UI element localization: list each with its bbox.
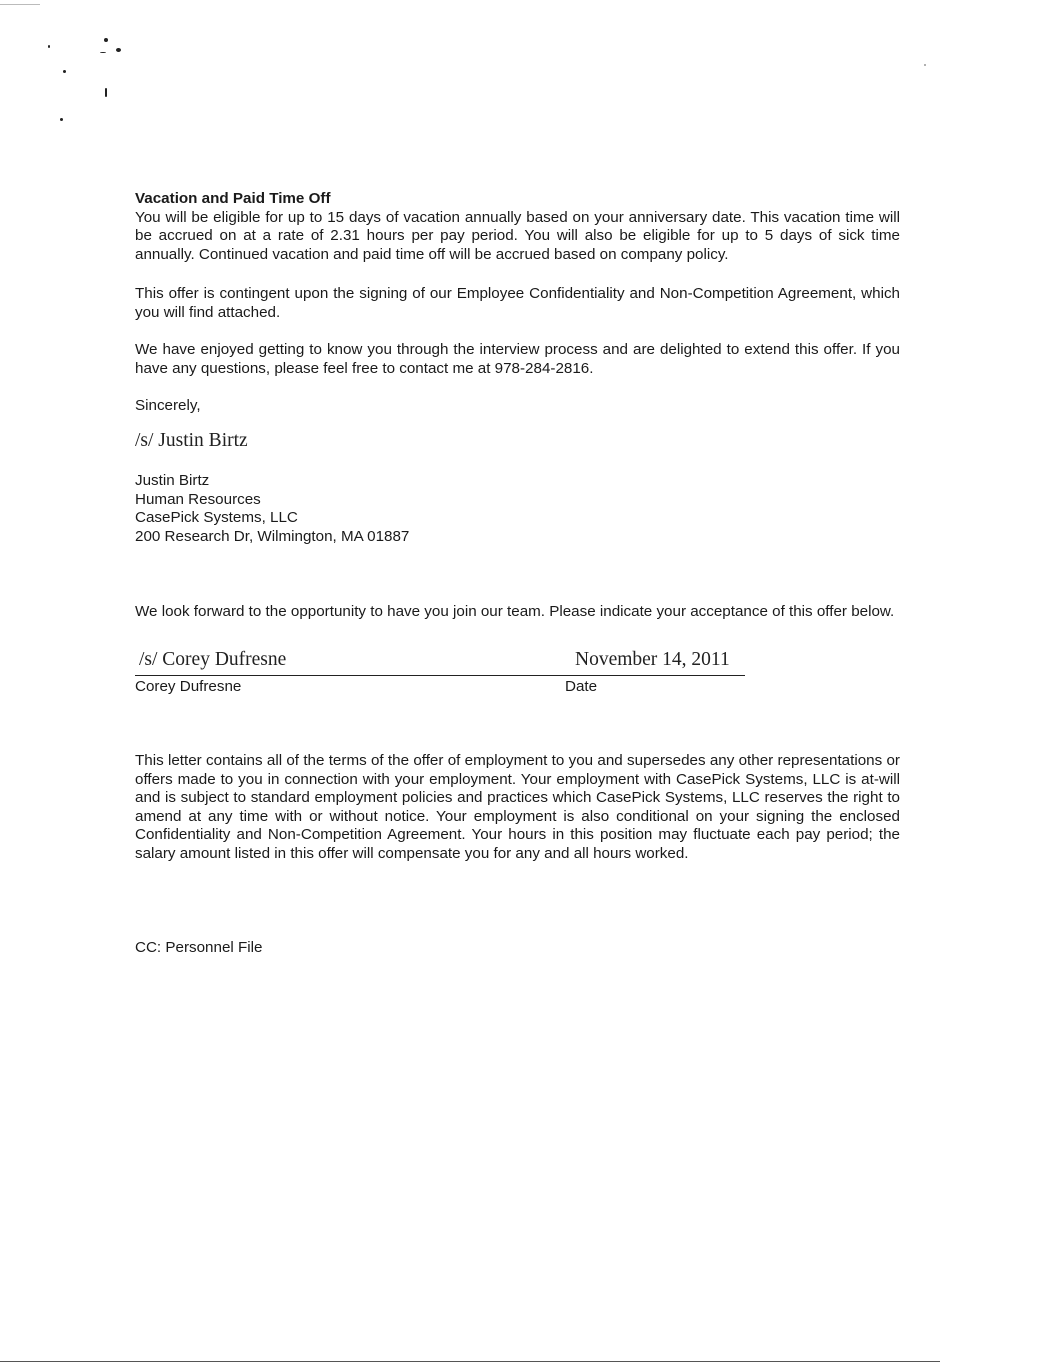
candidate-signature: /s/ Corey Dufresne bbox=[139, 649, 287, 670]
closing-section bbox=[135, 397, 900, 416]
scan-speck bbox=[48, 45, 50, 48]
date-label: Date bbox=[565, 678, 598, 695]
acceptance-paragraph: We look forward to the opportunity to have you join our team. Please indicate your acceptance of this offer below. bbox=[135, 603, 895, 620]
sender-address-block bbox=[135, 472, 900, 546]
sender-department: Human Resources bbox=[135, 490, 261, 508]
scan-speck bbox=[116, 48, 121, 52]
acceptance-signature-row bbox=[135, 646, 745, 695]
sender-signature-section bbox=[135, 432, 900, 452]
scan-speck bbox=[63, 70, 66, 73]
enjoyed-section bbox=[135, 341, 900, 378]
signed-date: November 14, 2011 bbox=[575, 649, 730, 670]
sender-name: Justin Birtz bbox=[135, 472, 210, 489]
cc-section bbox=[135, 939, 900, 958]
signature-line bbox=[135, 675, 745, 676]
scan-speck bbox=[60, 118, 63, 121]
scan-speck bbox=[104, 38, 108, 42]
cc-line: CC: Personnel File bbox=[135, 939, 263, 956]
sender-signature: /s/ Justin Birtz bbox=[135, 430, 248, 451]
terms-section bbox=[135, 752, 900, 864]
acceptance-section bbox=[135, 603, 900, 622]
terms-paragraph: This letter contains all of the terms of the offer of employment to you and supersedes any other representations or offers made to you in connection with your employment. Your employment with CasePick Systems, LLC is at-will and is subject to standard employment policies and practices which CasePick Systems, LLC reserves the right to amend at any time with or without notice. Your employment is also conditional on your signing the enclosed Confidentiality and Non-Competition Agreement. Your hours in this position may fluctuate each pay period; the salary amount listed in this offer will compensate you for any and all hours worked. bbox=[135, 752, 900, 862]
scan-artifact-bottom-line bbox=[0, 1361, 940, 1362]
scan-speck bbox=[100, 52, 106, 53]
closing-salutation: Sincerely, bbox=[135, 397, 201, 414]
scan-speck bbox=[105, 88, 107, 97]
scan-speck bbox=[924, 64, 926, 66]
vacation-heading: Vacation and Paid Time Off bbox=[135, 190, 331, 207]
vacation-paragraph: You will be eligible for up to 15 days of vacation annually based on your anniversary date. This vacation time will be accrued on at a rate of 2.31 hours per pay period. You will also be eligible for up to 5 days of sick time annually. Continued vacation and paid time off will be accrued based on company policy. bbox=[135, 208, 900, 263]
sender-address: 200 Research Dr, Wilmington, MA 01887 bbox=[135, 527, 410, 545]
contingent-paragraph: This offer is contingent upon the signing of our Employee Confidentiality and Non-Competition Agreement, which you will find attached. bbox=[135, 285, 900, 321]
contingent-section bbox=[135, 285, 900, 322]
candidate-name-label: Corey Dufresne bbox=[135, 678, 242, 695]
letter-body bbox=[135, 190, 900, 264]
scan-artifact-top-line bbox=[0, 4, 40, 5]
enjoyed-paragraph: We have enjoyed getting to know you through the interview process and are delighted to extend this offer. If you have any questions, please feel free to contact me at 978-284-2816. bbox=[135, 341, 900, 377]
sender-company: CasePick Systems, LLC bbox=[135, 509, 298, 527]
